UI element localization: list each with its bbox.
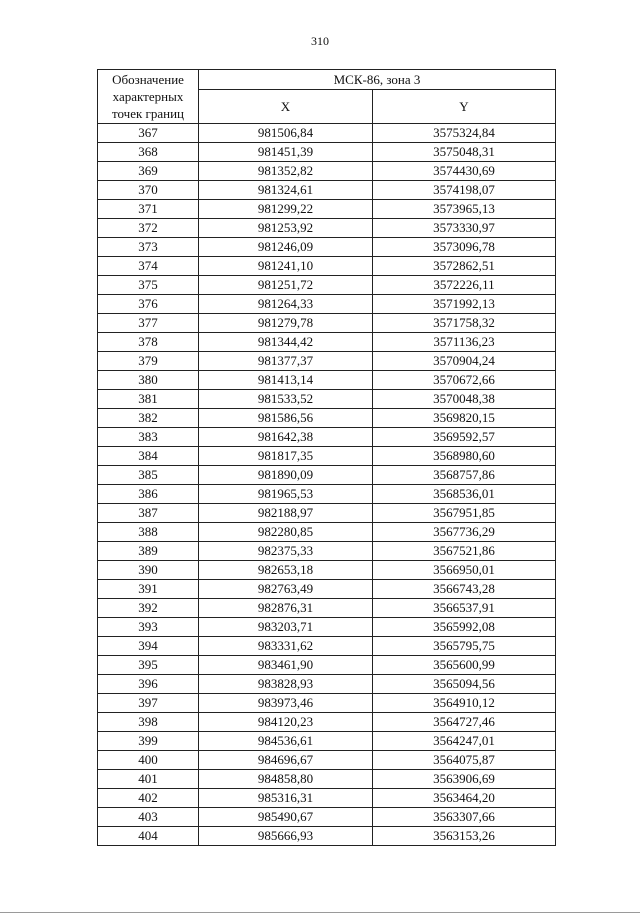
- x-coordinate-cell: 983331,62: [199, 637, 373, 656]
- y-coordinate-cell: 3572226,11: [373, 276, 556, 295]
- table-row: [98, 656, 556, 675]
- point-number-cell: 390: [98, 561, 199, 580]
- table-body: [98, 124, 556, 846]
- y-coordinate-cell: 3568757,86: [373, 466, 556, 485]
- table-row: [98, 504, 556, 523]
- point-number-cell: 397: [98, 694, 199, 713]
- x-coordinate-cell: 982876,31: [199, 599, 373, 618]
- y-coordinate-cell: 3569592,57: [373, 428, 556, 447]
- y-coordinate-cell: 3567951,85: [373, 504, 556, 523]
- point-number-cell: 383: [98, 428, 199, 447]
- x-coordinate-cell: 982763,49: [199, 580, 373, 599]
- y-coordinate-cell: 3573965,13: [373, 200, 556, 219]
- y-coordinate-cell: 3563464,20: [373, 789, 556, 808]
- point-number-cell: 367: [98, 124, 199, 143]
- x-coordinate-cell: 983973,46: [199, 694, 373, 713]
- x-coordinate-cell: 981817,35: [199, 447, 373, 466]
- point-number-cell: 372: [98, 219, 199, 238]
- y-coordinate-cell: 3570904,24: [373, 352, 556, 371]
- point-number-cell: 400: [98, 751, 199, 770]
- x-coordinate-cell: 981890,09: [199, 466, 373, 485]
- x-coordinate-cell: 983828,93: [199, 675, 373, 694]
- point-number-cell: 378: [98, 333, 199, 352]
- x-coordinate-cell: 981279,78: [199, 314, 373, 333]
- x-coordinate-cell: 981506,84: [199, 124, 373, 143]
- header-coordinate-system: МСК-86, зона 3: [199, 70, 556, 90]
- x-coordinate-cell: 985316,31: [199, 789, 373, 808]
- point-number-cell: 382: [98, 409, 199, 428]
- table-row: [98, 295, 556, 314]
- y-coordinate-cell: 3566950,01: [373, 561, 556, 580]
- point-number-cell: 377: [98, 314, 199, 333]
- y-coordinate-cell: 3564727,46: [373, 713, 556, 732]
- x-coordinate-cell: 984858,80: [199, 770, 373, 789]
- point-number-cell: 404: [98, 827, 199, 846]
- table-row: [98, 694, 556, 713]
- table-row: [98, 789, 556, 808]
- table-row: [98, 257, 556, 276]
- point-number-cell: 385: [98, 466, 199, 485]
- point-number-cell: 368: [98, 143, 199, 162]
- y-coordinate-cell: 3570672,66: [373, 371, 556, 390]
- table-row: [98, 276, 556, 295]
- table-row: [98, 143, 556, 162]
- y-coordinate-cell: 3571136,23: [373, 333, 556, 352]
- y-coordinate-cell: 3568980,60: [373, 447, 556, 466]
- y-coordinate-cell: 3573096,78: [373, 238, 556, 257]
- point-number-cell: 393: [98, 618, 199, 637]
- y-coordinate-cell: 3563153,26: [373, 827, 556, 846]
- x-coordinate-cell: 981241,10: [199, 257, 373, 276]
- page-number: 310: [311, 34, 329, 48]
- table-row: [98, 390, 556, 409]
- table-row: [98, 542, 556, 561]
- x-coordinate-cell: 984120,23: [199, 713, 373, 732]
- point-number-cell: 373: [98, 238, 199, 257]
- x-coordinate-cell: 984696,67: [199, 751, 373, 770]
- point-number-cell: 395: [98, 656, 199, 675]
- table-row: [98, 428, 556, 447]
- y-coordinate-cell: 3566743,28: [373, 580, 556, 599]
- y-coordinate-cell: 3567736,29: [373, 523, 556, 542]
- table-row: [98, 713, 556, 732]
- table-row: [98, 181, 556, 200]
- point-number-cell: 398: [98, 713, 199, 732]
- point-number-cell: 369: [98, 162, 199, 181]
- point-number-cell: 381: [98, 390, 199, 409]
- y-coordinate-cell: 3568536,01: [373, 485, 556, 504]
- point-number-cell: 374: [98, 257, 199, 276]
- x-coordinate-cell: 981324,61: [199, 181, 373, 200]
- point-number-cell: 401: [98, 770, 199, 789]
- table-row: [98, 333, 556, 352]
- y-coordinate-cell: 3575048,31: [373, 143, 556, 162]
- x-coordinate-cell: 982375,33: [199, 542, 373, 561]
- table-row: [98, 200, 556, 219]
- table-row: [98, 238, 556, 257]
- y-coordinate-cell: 3563307,66: [373, 808, 556, 827]
- x-coordinate-cell: 982653,18: [199, 561, 373, 580]
- point-number-cell: 389: [98, 542, 199, 561]
- x-coordinate-cell: 981377,37: [199, 352, 373, 371]
- table-row: [98, 371, 556, 390]
- x-coordinate-cell: 981533,52: [199, 390, 373, 409]
- y-coordinate-cell: 3565600,99: [373, 656, 556, 675]
- table-row: [98, 751, 556, 770]
- y-coordinate-cell: 3566537,91: [373, 599, 556, 618]
- table-row: [98, 808, 556, 827]
- y-coordinate-cell: 3564075,87: [373, 751, 556, 770]
- x-coordinate-cell: 981642,38: [199, 428, 373, 447]
- point-number-cell: 379: [98, 352, 199, 371]
- y-coordinate-cell: 3564247,01: [373, 732, 556, 751]
- table-row: [98, 314, 556, 333]
- x-coordinate-cell: 981264,33: [199, 295, 373, 314]
- x-coordinate-cell: 981352,82: [199, 162, 373, 181]
- x-coordinate-cell: 985666,93: [199, 827, 373, 846]
- point-number-cell: 370: [98, 181, 199, 200]
- y-coordinate-cell: 3570048,38: [373, 390, 556, 409]
- point-number-cell: 371: [98, 200, 199, 219]
- point-number-cell: 396: [98, 675, 199, 694]
- table-row: [98, 675, 556, 694]
- x-coordinate-cell: 984536,61: [199, 732, 373, 751]
- y-coordinate-cell: 3575324,84: [373, 124, 556, 143]
- table-row: [98, 447, 556, 466]
- point-number-cell: 391: [98, 580, 199, 599]
- table-row: [98, 124, 556, 143]
- x-coordinate-cell: 983203,71: [199, 618, 373, 637]
- y-coordinate-cell: 3572862,51: [373, 257, 556, 276]
- x-coordinate-cell: 981253,92: [199, 219, 373, 238]
- coordinates-table: [97, 69, 556, 846]
- x-coordinate-cell: 981344,42: [199, 333, 373, 352]
- table-row: [98, 409, 556, 428]
- table-row: [98, 485, 556, 504]
- table-row: [98, 599, 556, 618]
- table-row: [98, 162, 556, 181]
- point-number-cell: 386: [98, 485, 199, 504]
- y-coordinate-cell: 3565992,08: [373, 618, 556, 637]
- x-coordinate-cell: 981413,14: [199, 371, 373, 390]
- y-coordinate-cell: 3574198,07: [373, 181, 556, 200]
- x-coordinate-cell: 982188,97: [199, 504, 373, 523]
- y-coordinate-cell: 3574430,69: [373, 162, 556, 181]
- point-number-cell: 387: [98, 504, 199, 523]
- table-row: [98, 770, 556, 789]
- point-number-cell: 402: [98, 789, 199, 808]
- table-row: [98, 637, 556, 656]
- point-number-cell: 392: [98, 599, 199, 618]
- y-coordinate-cell: 3564910,12: [373, 694, 556, 713]
- table-row: [98, 580, 556, 599]
- point-number-cell: 384: [98, 447, 199, 466]
- point-number-cell: 376: [98, 295, 199, 314]
- x-coordinate-cell: 981246,09: [199, 238, 373, 257]
- point-number-cell: 375: [98, 276, 199, 295]
- table-row: [98, 827, 556, 846]
- table-row: [98, 732, 556, 751]
- table-row: [98, 523, 556, 542]
- header-x: X: [199, 90, 373, 124]
- x-coordinate-cell: 981586,56: [199, 409, 373, 428]
- table-row: [98, 618, 556, 637]
- point-number-cell: 394: [98, 637, 199, 656]
- y-coordinate-cell: 3571992,13: [373, 295, 556, 314]
- header-y: Y: [373, 90, 556, 124]
- y-coordinate-cell: 3563906,69: [373, 770, 556, 789]
- x-coordinate-cell: 981451,39: [199, 143, 373, 162]
- y-coordinate-cell: 3571758,32: [373, 314, 556, 333]
- point-number-cell: 403: [98, 808, 199, 827]
- x-coordinate-cell: 982280,85: [199, 523, 373, 542]
- header-point-designation: Обозначение характерных точек границ: [98, 70, 199, 124]
- point-number-cell: 388: [98, 523, 199, 542]
- point-number-cell: 380: [98, 371, 199, 390]
- y-coordinate-cell: 3565795,75: [373, 637, 556, 656]
- table-row: [98, 466, 556, 485]
- x-coordinate-cell: 981251,72: [199, 276, 373, 295]
- y-coordinate-cell: 3569820,15: [373, 409, 556, 428]
- y-coordinate-cell: 3567521,86: [373, 542, 556, 561]
- point-number-cell: 399: [98, 732, 199, 751]
- table-header: [98, 70, 556, 124]
- x-coordinate-cell: 985490,67: [199, 808, 373, 827]
- x-coordinate-cell: 981299,22: [199, 200, 373, 219]
- x-coordinate-cell: 981965,53: [199, 485, 373, 504]
- page-bottom-divider: [0, 912, 640, 913]
- table-row: [98, 561, 556, 580]
- y-coordinate-cell: 3565094,56: [373, 675, 556, 694]
- x-coordinate-cell: 983461,90: [199, 656, 373, 675]
- table-row: [98, 219, 556, 238]
- table-row: [98, 352, 556, 371]
- y-coordinate-cell: 3573330,97: [373, 219, 556, 238]
